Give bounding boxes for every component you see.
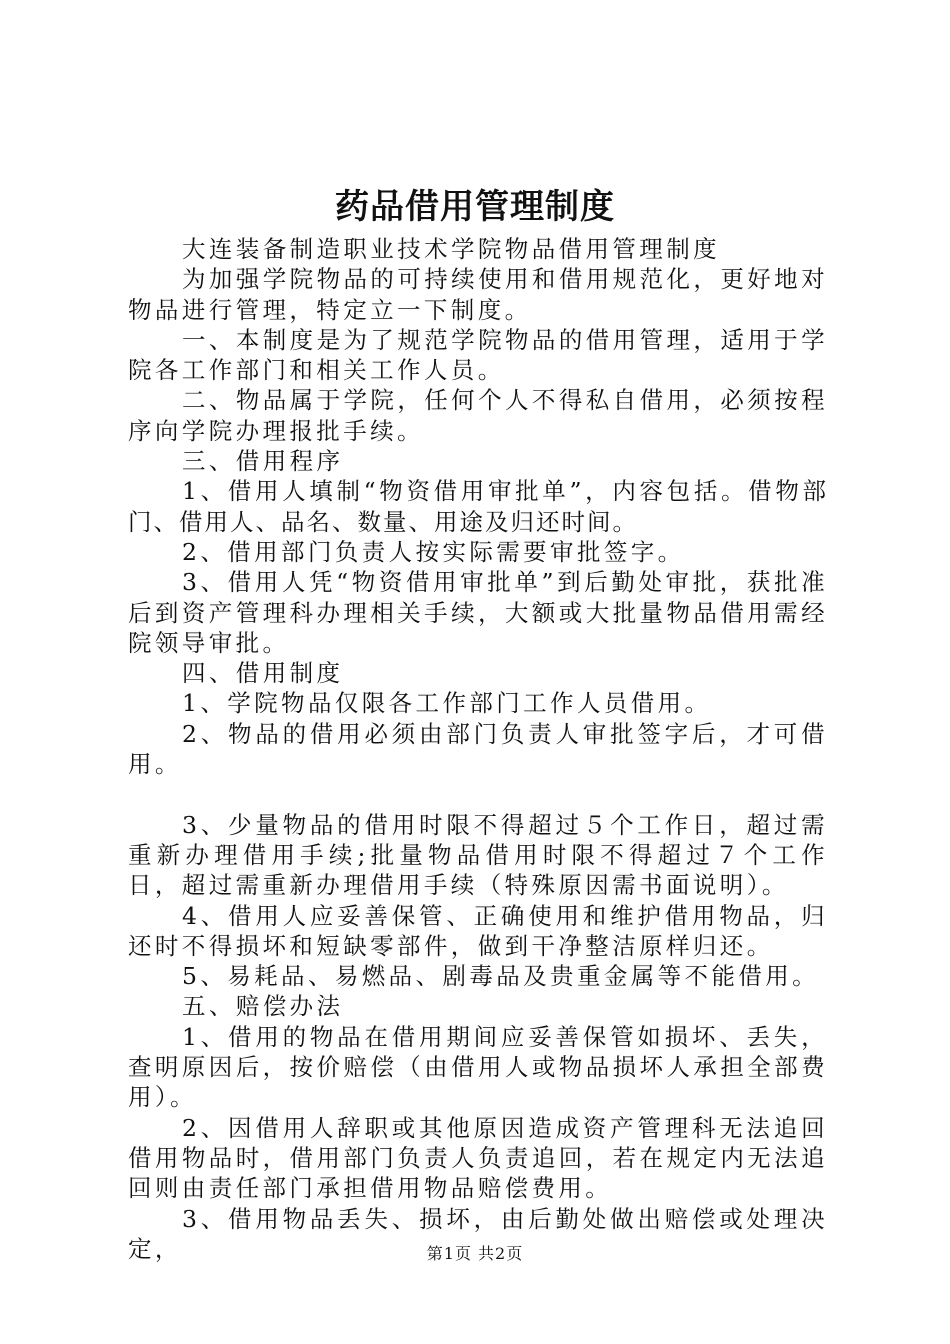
section-heading-rules: 四、借用制度: [182, 659, 344, 688]
paragraph-heading-college: 大连装备制造职业技术学院物品借用管理制度: [182, 235, 720, 263]
paragraph-rules-4: 4、借用人应妥善保管、正确使用和维护借用物品，归还时不得损坏和短缺零部件，做到干净整洁原样归还。: [128, 901, 828, 960]
paragraph-rules-3: 3、少量物品的借用时限不得超过５个工作日，超过需重新办理借用手续;批量物品借用时限不得超过７个工作日，超过需重新办理借用手续（特殊原因需书面说明）。: [128, 810, 828, 900]
paragraph-compensation-3: 3、借用物品丢失、损坏，由后勤处做出赔偿或处理决定，: [128, 1204, 828, 1263]
paragraph-intro: 为加强学院物品的可持续使用和借用规范化，更好地对物品进行管理，特定立一下制度。: [128, 265, 828, 324]
paragraph-procedure-3: 3、借用人凭“物资借用审批单”到后勤处审批，获批准后到资产管理科办理相关手续，大额或大批量物品借用需经院领导审批。: [128, 568, 828, 657]
paragraph-rules-2: 2、物品的借用必须由部门负责人审批签字后，才可借用。: [128, 719, 828, 779]
blank-line: [128, 779, 828, 809]
paragraph-procedure-2: 2、借用部门负责人按实际需要审批签字。: [182, 537, 685, 566]
paragraph-compensation-2: 2、因借用人辞职或其他原因造成资产管理科无法追回借用物品时，借用部门负责人负责追回，若在规定内无法追回则由责任部门承担借用物品赔偿费用。: [128, 1113, 828, 1203]
paragraph-rules-5: 5、易耗品、易燃品、剧毒品及贵重金属等不能借用。: [182, 962, 820, 991]
section-heading-compensation: 五、赔偿办法: [182, 992, 344, 1021]
document-body: [128, 234, 828, 1264]
page-number-footer: 第1页 共2页: [426, 1244, 524, 1263]
paragraph-section-1: 一、本制度是为了规范学院物品的借用管理，适用于学院各工作部门和相关工作人员。: [128, 325, 828, 385]
paragraph-rules-1: 1、学院物品仅限各工作部门工作人员借用。: [182, 689, 712, 718]
paragraph-compensation-1: 1、借用的物品在借用期间应妥善保管如损坏、丢失，查明原因后，按价赔偿（由借用人或物品损坏人承担全部费用）。: [128, 1022, 828, 1112]
paragraph-procedure-1: 1、借用人填制“物资借用审批单”，内容包括。借物部门、借用人、品名、数量、用途及归还时间。: [128, 477, 828, 536]
page-title: 药品借用管理制度: [335, 187, 615, 227]
section-heading-procedure: 三、借用程序: [182, 447, 344, 476]
paragraph-section-2: 二、物品属于学院，任何个人不得私自借用，必须按程序向学院办理报批手续。: [128, 386, 828, 445]
